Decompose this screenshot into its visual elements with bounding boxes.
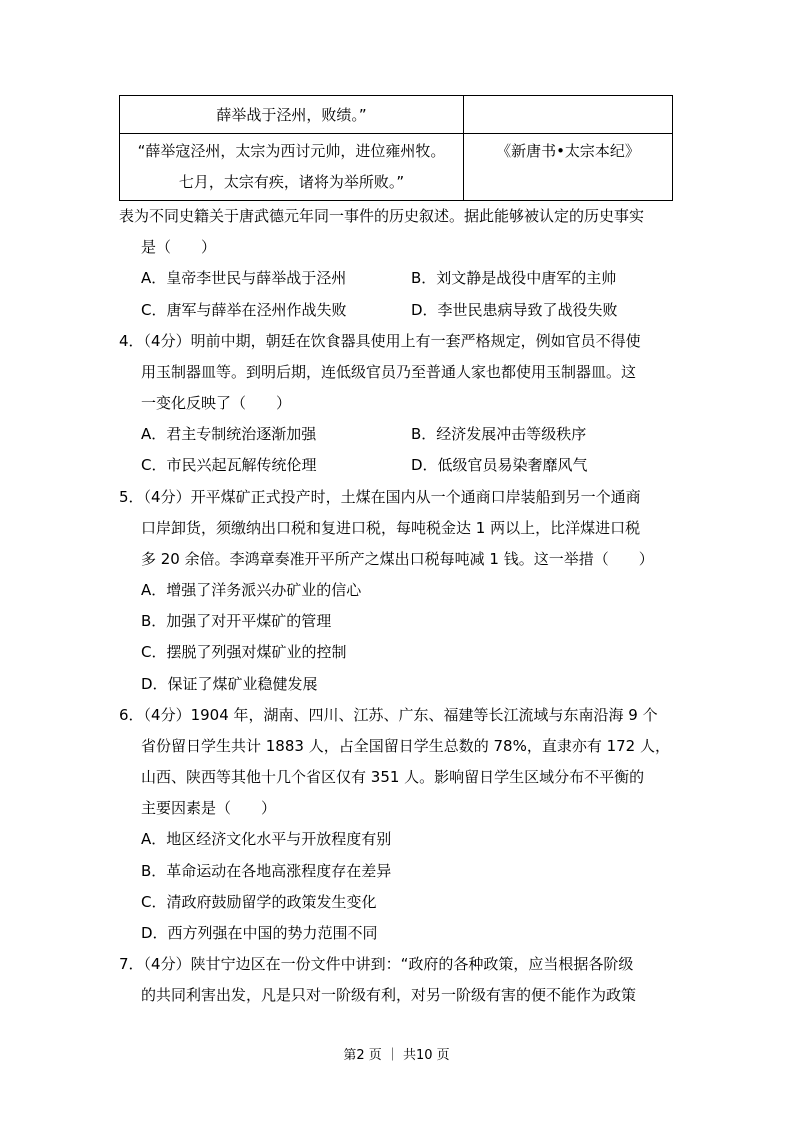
question-stem: 一变化反映了（ ） — [141, 394, 292, 413]
table-cell-source: 《新唐书•太宗本纪》 — [464, 134, 673, 201]
question-stem: 表为不同史籍关于唐武德元年同一事件的历史叙述。据此能够被认定的历史事实 — [119, 207, 645, 225]
option-c: C．摆脱了列强对煤矿业的控制 — [141, 643, 347, 662]
option-c: C．市民兴起瓦解传统伦理 — [141, 456, 317, 475]
cell-line: “薛举寇泾州，太宗为西讨元帅，进位雍州牧。 — [137, 142, 446, 160]
source-table — [119, 95, 673, 201]
question-7 — [119, 949, 679, 1011]
question-stem: 5．（4分）开平煤矿正式投产时，土煤在国内从一个通商口岸装船到另一个通商 — [119, 487, 641, 506]
option-a: A．皇帝李世民与薛举战于泾州 — [141, 269, 347, 288]
table-cell-text: 薛举战于泾州，败绩。” — [120, 96, 464, 134]
question-stem: 4．（4分）明前中期，朝廷在饮食器具使用上有一套严格规定，例如官员不得使 — [119, 331, 641, 350]
option-d: D．低级官员易染奢靡风气 — [411, 456, 588, 475]
table-cell-source — [464, 96, 673, 134]
page-footer: 第2 页 ｜ 共10 页 — [343, 1048, 450, 1063]
option-c: C．清政府鼓励留学的政策发生变化 — [141, 892, 377, 911]
question-stem: 用玉制器皿等。到明后期，连低级官员乃至普通人家也都使用玉制器皿。这 — [141, 362, 637, 381]
option-b: B．经济发展冲击等级秩序 — [411, 425, 587, 444]
option-a: A．君主专制统治逐渐加强 — [141, 425, 317, 444]
question-stem: 山西、陕西等其他十几个省区仅有 351 人。影响留日学生区域分布不平衡的 — [141, 768, 645, 787]
question-stem: 口岸卸货，须缴纳出口税和复进口税，每吨税金达 1 两以上，比洋煤进口税 — [141, 518, 641, 537]
question-stem: 的共同利害出发，凡是只对一阶级有利，对另一阶级有害的便不能作为政策 — [141, 986, 637, 1005]
question-stem: 7．（4分）陕甘宁边区在一份文件中讲到：“政府的各种政策，应当根据各阶级 — [119, 955, 634, 974]
question-6 — [119, 700, 679, 949]
question-stem: 主要因素是（ ） — [141, 799, 277, 818]
question-stem: 6．（4分）1904 年，湖南、四川、江苏、广东、福建等长江流域与东南沿海 9 个 — [119, 705, 658, 724]
question-4 — [119, 326, 679, 482]
option-b: B．加强了对开平煤矿的管理 — [141, 612, 332, 631]
question-3 — [119, 201, 679, 326]
option-d: D．西方列强在中国的势力范围不同 — [141, 923, 378, 942]
cell-line: 七月，太宗有疾，诸将为举所败。” — [178, 173, 405, 191]
option-d: D．李世民患病导致了战役失败 — [411, 300, 618, 319]
question-stem: 省份留日学生共计 1883 人，占全国留日学生总数的 78%，直隶亦有 172 人， — [141, 736, 670, 755]
option-c: C．唐军与薛举在泾州作战失败 — [141, 300, 347, 319]
option-b: B．刘文静是战役中唐军的主帅 — [411, 269, 617, 288]
option-d: D．保证了煤矿业稳健发展 — [141, 674, 318, 693]
option-b: B．革命运动在各地高涨程度存在差异 — [141, 861, 392, 880]
option-a: A．增强了洋务派兴办矿业的信心 — [141, 581, 362, 600]
question-5 — [119, 482, 679, 700]
table-cell-text — [120, 134, 464, 201]
question-stem: 是（ ） — [141, 238, 217, 257]
question-stem: 多 20 余倍。李鸿章奏准开平所产之煤出口税每吨减 1 钱。这一举措（ ） — [141, 549, 654, 568]
questions — [119, 201, 679, 1037]
option-a: A．地区经济文化水平与开放程度有别 — [141, 830, 392, 849]
